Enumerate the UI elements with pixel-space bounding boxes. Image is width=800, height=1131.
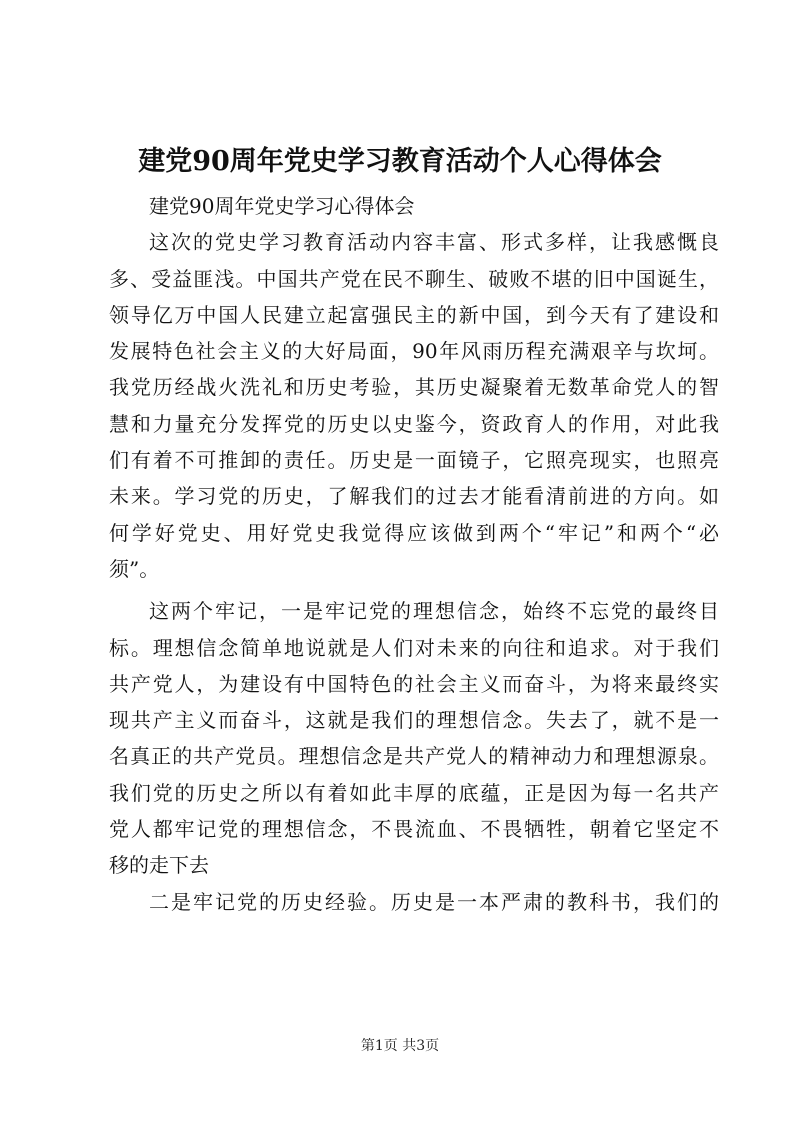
- paragraph-line: 多、受益匪浅。中国共产党在民不聊生、破败不堪的旧中国诞生，: [109, 266, 719, 291]
- paragraph-line: 移的走下去: [109, 853, 209, 878]
- paragraph-line: 我党历经战火洗礼和历史考验，其历史凝聚着无数革命党人的智: [109, 375, 719, 400]
- paragraph-line: 须”。: [109, 556, 160, 581]
- paragraph-line: 这次的党史学习教育活动内容丰富、形式多样，让我感慨良: [149, 230, 719, 255]
- paragraph-line: 二是牢记党的历史经验。历史是一本严肃的教科书，我们的: [149, 889, 719, 914]
- document-title: 建党90周年党史学习教育活动个人心得体会: [138, 146, 662, 177]
- paragraph-line: 这两个牢记，一是牢记党的理想信念，始终不忘党的最终目: [149, 599, 719, 624]
- paragraph-line: 发展特色社会主义的大好局面，90年风雨历程充满艰辛与坎坷。: [109, 339, 719, 364]
- paragraph-line: 们有着不可推卸的责任。历史是一面镜子，它照亮现实，也照亮: [109, 448, 719, 473]
- paragraph-line: 领导亿万中国人民建立起富强民主的新中国，到今天有了建设和: [109, 302, 719, 327]
- paragraph-line: 共产党人，为建设有中国特色的社会主义而奋斗，为将来最终实: [109, 671, 719, 696]
- paragraph-line: 现共产主义而奋斗，这就是我们的理想信念。失去了，就不是一: [109, 708, 719, 733]
- paragraph-line: 我们党的历史之所以有着如此丰厚的底蕴，正是因为每一名共产: [109, 780, 719, 805]
- page-footer: 第1页 共3页: [360, 1038, 440, 1054]
- subtitle: 建党90周年党史学习心得体会: [149, 194, 415, 218]
- paragraph-line: 慧和力量充分发挥党的历史以史鉴今，资政育人的作用，对此我: [109, 411, 719, 436]
- paragraph-line: 何学好党史、用好党史我觉得应该做到两个“牢记”和两个“必: [109, 520, 719, 545]
- document-body: [109, 188, 719, 920]
- paragraph-line: 党人都牢记党的理想信念，不畏流血、不畏牺牲，朝着它坚定不: [109, 817, 719, 842]
- paragraph-line: 名真正的共产党员。理想信念是共产党人的精神动力和理想源泉。: [109, 744, 719, 769]
- paragraph-line: 未来。学习党的历史，了解我们的过去才能看清前进的方向。如: [109, 484, 719, 509]
- paragraph-line: 标。理想信念简单地说就是人们对未来的向往和追求。对于我们: [109, 635, 719, 660]
